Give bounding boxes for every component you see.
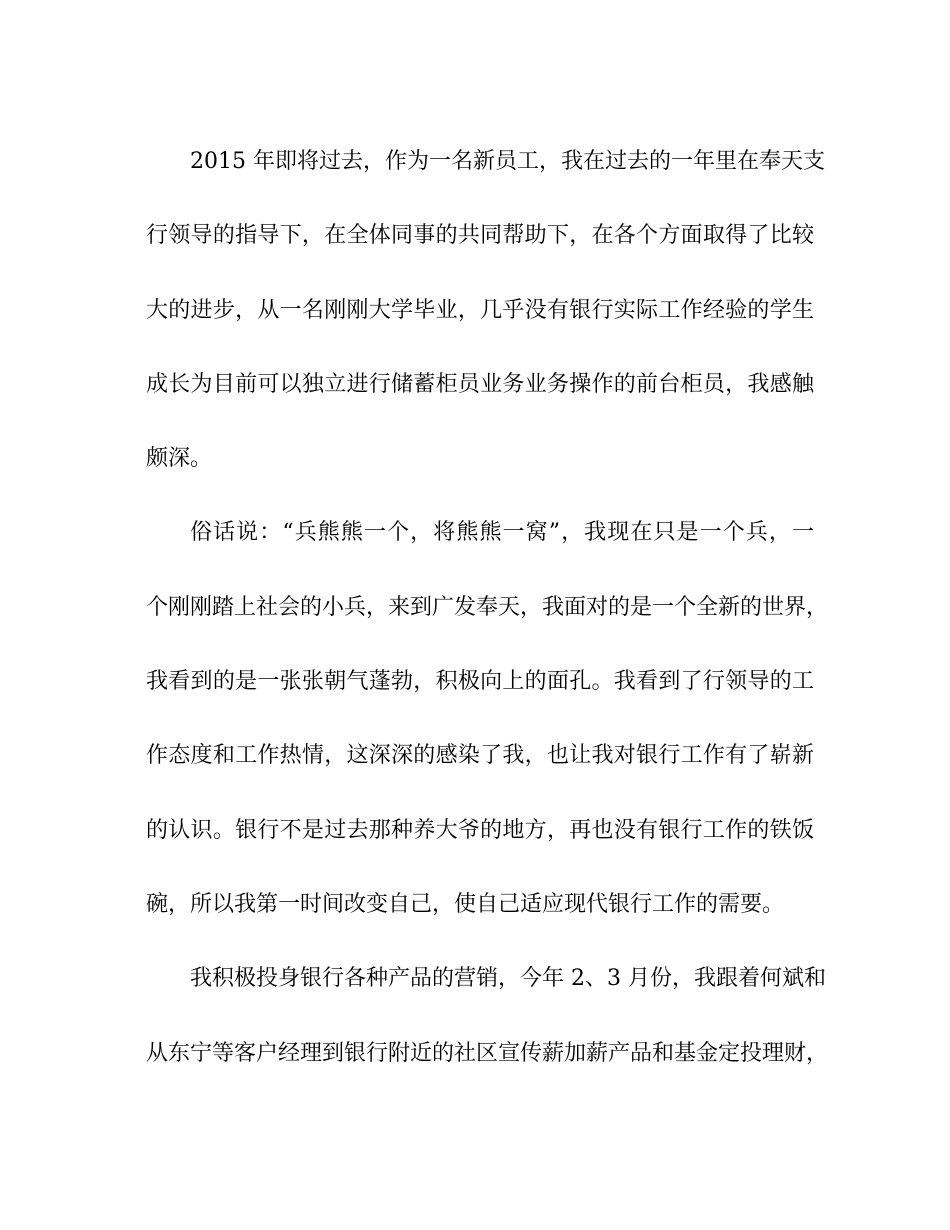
paragraph-2-line-4: 作态度和工作热情，这深深的感染了我，也让我对银行工作有了崭新 — [146, 743, 814, 769]
paragraph-2-line-2: 个刚刚踏上社会的小兵，来到广发奉天，我面对的是一个全新的世界， — [146, 594, 829, 620]
paragraph-3-line-2: 从东宁等客户经理到银行附近的社区宣传薪加薪产品和基金定投理财， — [146, 1040, 829, 1066]
paragraph-1-line-1: 2015 年即将过去，作为一名新员工，我在过去的一年里在奉天支 — [190, 149, 825, 174]
body-text — [146, 136, 829, 1102]
paragraph-2-line-5: 的认识。银行不是过去那种养大爷的地方，再也没有银行工作的铁饭 — [146, 817, 814, 843]
paragraph-1-line-4: 成长为目前可以独立进行储蓄柜员业务业务操作的前台柜员，我感触 — [146, 371, 814, 397]
paragraph-2-line-6: 碗，所以我第一时间改变自己，使自己适应现代银行工作的需要。 — [146, 891, 785, 917]
paragraph-2-line-3: 我看到的是一张张朝气蓬勃，积极向上的面孔。我看到了行领导的工 — [146, 669, 814, 695]
paragraph-3-line-1: 我积极投身银行各种产品的营销，今年 2、3 月份，我跟着何斌和 — [190, 966, 826, 992]
paragraph-1-line-5: 颇深。 — [146, 446, 213, 472]
paragraph-1-line-2: 行领导的指导下，在全体同事的共同帮助下，在各个方面取得了比较 — [146, 223, 814, 249]
paragraph-1-line-3: 大的进步，从一名刚刚大学毕业，几乎没有银行实际工作经验的学生 — [146, 297, 814, 323]
paragraph-2-line-1: 俗话说：“兵熊熊一个，将熊熊一窝”，我现在只是一个兵，一 — [190, 520, 814, 546]
